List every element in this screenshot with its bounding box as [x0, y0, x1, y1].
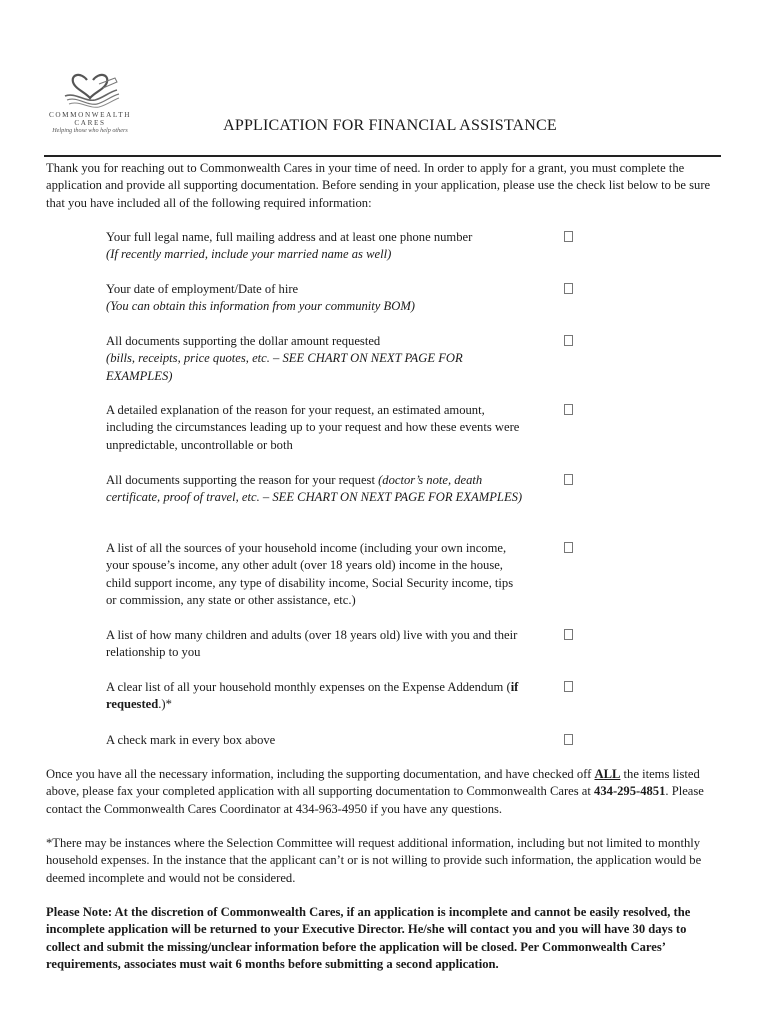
logo-tagline: Helping those who help others [52, 127, 128, 134]
checklist-item [106, 540, 526, 610]
submission-instructions [46, 766, 718, 818]
fax-number: 434-295-4851 [594, 784, 666, 799]
checklist-item-text: A detailed explanation of the reason for your request, an estimated amount, including the circumstances leading up to your request and how these events were unpredictable, uncontrollable or both [106, 403, 520, 452]
page-title: APPLICATION FOR FINANCIAL ASSISTANCE [223, 117, 557, 134]
checklist-item [106, 472, 526, 507]
checklist-item-emphasis: if requested [106, 680, 519, 712]
checklist-item [106, 333, 526, 385]
checklist-checkbox[interactable] [564, 542, 573, 553]
heart-hands-icon [59, 62, 121, 110]
logo-org-name: COMMONWEALTH [48, 111, 132, 119]
submission-text: Once you have all the necessary information, including the supporting documentation, and have checked off [46, 767, 595, 781]
intro-paragraph: Thank you for reaching out to Commonwealth Cares in your time of need. In order to apply for a grant, you must complete the application and provide all supporting documentation. Before sending in your application, please use the check list below to be sure that you have included all of the following required information: [46, 161, 711, 210]
checklist-item-text: All documents supporting the reason for your request [106, 473, 379, 487]
checklist-item-text: A clear list of all your household monthly expenses on the Expense Addendum ( [106, 680, 511, 694]
checklist-item-note: (You can obtain this information from your community BOM) [106, 299, 416, 314]
checklist-item-text: Your full legal name, full mailing address and at least one phone number [106, 230, 473, 244]
title-divider [44, 155, 721, 157]
checklist-checkbox[interactable] [564, 283, 573, 294]
all-emphasis: ALL [594, 767, 621, 781]
checklist-item [106, 732, 526, 749]
checklist-item [106, 229, 526, 264]
checklist-checkbox[interactable] [564, 474, 573, 485]
checklist-item [106, 402, 526, 454]
checklist-item-note: (If recently married, include your married name as well) [106, 247, 392, 262]
checklist-item [106, 281, 526, 316]
checklist-checkbox[interactable] [564, 335, 573, 346]
checklist-item-text-end: .)* [158, 697, 172, 712]
checklist-checkbox[interactable] [564, 231, 573, 242]
checklist-checkbox[interactable] [564, 629, 573, 640]
checklist-item-text: A list of how many children and adults (over 18 years old) live with you and their relationship to you [106, 628, 518, 660]
checklist-item [106, 679, 526, 714]
checklist-checkbox[interactable] [564, 404, 573, 415]
checklist-item-text: All documents supporting the dollar amount requested [106, 334, 381, 348]
checklist-item-text: A check mark in every box above [106, 733, 276, 747]
submission-text-end: . Please contact the Commonwealth Cares Coordinator at 434-963-4950 if you have any questions. [46, 784, 704, 816]
selection-committee-note: *There may be instances where the Selection Committee will request additional information, including but not limited to monthly household expenses. In the instance that the applicant can’t or is not willing to provide such information, the application would be deemed incomplete and would not be considered. [46, 836, 702, 885]
checklist-item-note: (doctor’s note, death certificate, proof of travel, etc. – SEE CHART ON NEXT PAGE FOR EXAMPLES) [106, 473, 523, 505]
checklist-item-text: Your date of employment/Date of hire [106, 282, 299, 296]
checklist-item [106, 627, 526, 662]
checklist-item-text: A list of all the sources of your household income (including your own income, your spouse’s income, any other adult (over 18 years old) income in the house, child support income, any type of disability income, Social Security income, tips or commission, any state or other assistance, etc.) [106, 541, 514, 608]
logo-org-subname: CARES [74, 119, 106, 127]
checklist-checkbox[interactable] [564, 681, 573, 692]
please-note-paragraph: Please Note: At the discretion of Commonwealth Cares, if an application is incomplete and cannot be easily resolved, the incomplete application will be returned to your Executive Director. He/she will contact you and you will have 30 days to collect and submit the missing/unclear information before the application will be closed. Per Commonwealth Cares’ requirements, associates must wait 6 months before submitting a second application. [46, 905, 691, 972]
submission-text-mid: the items listed above, please fax your completed application with all supporting documentation to Commonwealth Cares at [46, 767, 700, 799]
checklist-checkbox[interactable] [564, 734, 573, 745]
checklist-item-note: (bills, receipts, price quotes, etc. – SEE CHART ON NEXT PAGE FOR EXAMPLES) [106, 351, 463, 383]
